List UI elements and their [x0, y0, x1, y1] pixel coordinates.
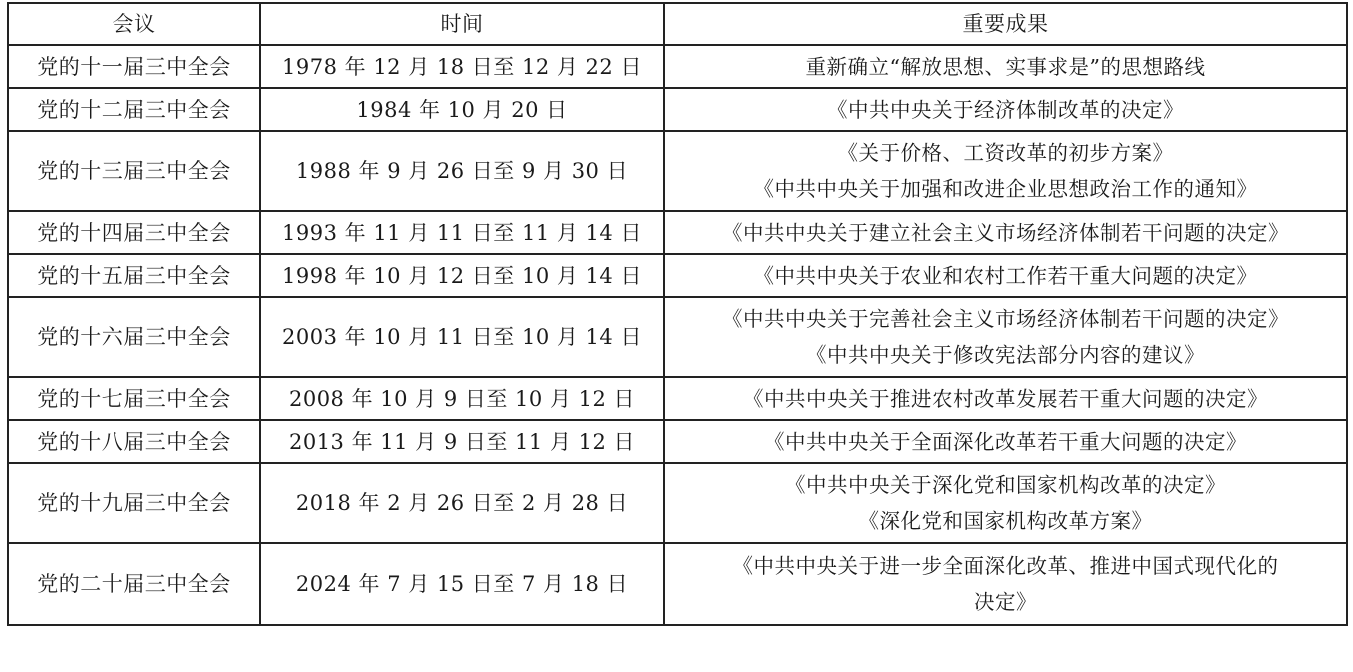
outcome-line: 《中共中央关于经济体制改革的决定》	[827, 97, 1184, 122]
time-cell: 2013 年 11 月 9 日至 11 月 12 日	[260, 420, 664, 463]
time-cell: 1993 年 11 月 11 日至 11 月 14 日	[260, 211, 664, 254]
meeting-cell: 党的十二届三中全会	[8, 88, 260, 131]
meeting-cell: 党的十九届三中全会	[8, 463, 260, 543]
outcome-cell	[664, 211, 1347, 254]
outcome-cell	[664, 254, 1347, 297]
outcome-line: 《中共中央关于建立社会主义市场经济体制若干问题的决定》	[722, 220, 1289, 245]
header-time: 时间	[260, 3, 664, 45]
outcome-cell	[664, 297, 1347, 377]
outcome-cell	[664, 420, 1347, 463]
outcome-cell	[664, 463, 1347, 543]
outcome-line: 《中共中央关于加强和改进企业思想政治工作的通知》	[753, 177, 1258, 201]
outcome-line: 《中共中央关于完善社会主义市场经济体制若干问题的决定》	[722, 307, 1289, 331]
meeting-cell: 党的十一届三中全会	[8, 45, 260, 88]
outcome-line: 重新确立“解放思想、实事求是”的思想路线	[805, 54, 1206, 79]
outcome-cell	[664, 45, 1347, 88]
meeting-cell: 党的十八届三中全会	[8, 420, 260, 463]
table-row	[8, 254, 1347, 297]
plenary-sessions-table	[7, 2, 1348, 626]
time-cell: 1978 年 12 月 18 日至 12 月 22 日	[260, 45, 664, 88]
table-row	[8, 543, 1347, 625]
table-row	[8, 463, 1347, 543]
table-row	[8, 131, 1347, 211]
time-cell: 2008 年 10 月 9 日至 10 月 12 日	[260, 377, 664, 420]
meeting-cell: 党的十六届三中全会	[8, 297, 260, 377]
table-row	[8, 420, 1347, 463]
time-cell: 2024 年 7 月 15 日至 7 月 18 日	[260, 543, 664, 625]
time-cell: 1988 年 9 月 26 日至 9 月 30 日	[260, 131, 664, 211]
outcome-line: 《中共中央关于农业和农村工作若干重大问题的决定》	[753, 263, 1258, 288]
table-row	[8, 297, 1347, 377]
outcome-line: 《中共中央关于全面深化改革若干重大问题的决定》	[764, 429, 1247, 454]
table-header-row	[8, 3, 1347, 45]
outcome-cell	[664, 377, 1347, 420]
meeting-cell: 党的十三届三中全会	[8, 131, 260, 211]
meeting-cell: 党的二十届三中全会	[8, 543, 260, 625]
table-row	[8, 88, 1347, 131]
outcome-cell	[664, 88, 1347, 131]
header-outcome: 重要成果	[664, 3, 1347, 45]
time-cell: 1984 年 10 月 20 日	[260, 88, 664, 131]
outcome-line: 《深化党和国家机构改革方案》	[858, 509, 1153, 533]
outcome-line: 《关于价格、工资改革的初步方案》	[837, 141, 1174, 165]
outcome-line: 《中共中央关于深化党和国家机构改革的决定》	[785, 473, 1226, 497]
time-cell: 2003 年 10 月 11 日至 10 月 14 日	[260, 297, 664, 377]
outcome-cell	[664, 543, 1347, 625]
table-row	[8, 211, 1347, 254]
header-meeting: 会议	[8, 3, 260, 45]
outcome-line: 《中共中央关于推进农村改革发展若干重大问题的决定》	[743, 386, 1268, 411]
table-row	[8, 377, 1347, 420]
meeting-cell: 党的十五届三中全会	[8, 254, 260, 297]
time-cell: 2018 年 2 月 26 日至 2 月 28 日	[260, 463, 664, 543]
meeting-cell: 党的十七届三中全会	[8, 377, 260, 420]
table-row	[8, 45, 1347, 88]
outcome-line: 《中共中央关于进一步全面深化改革、推进中国式现代化的	[732, 554, 1279, 578]
outcome-line: 《中共中央关于修改宪法部分内容的建议》	[806, 343, 1205, 367]
time-cell: 1998 年 10 月 12 日至 10 月 14 日	[260, 254, 664, 297]
meeting-cell: 党的十四届三中全会	[8, 211, 260, 254]
outcome-line: 决定》	[974, 590, 1037, 614]
outcome-cell	[664, 131, 1347, 211]
